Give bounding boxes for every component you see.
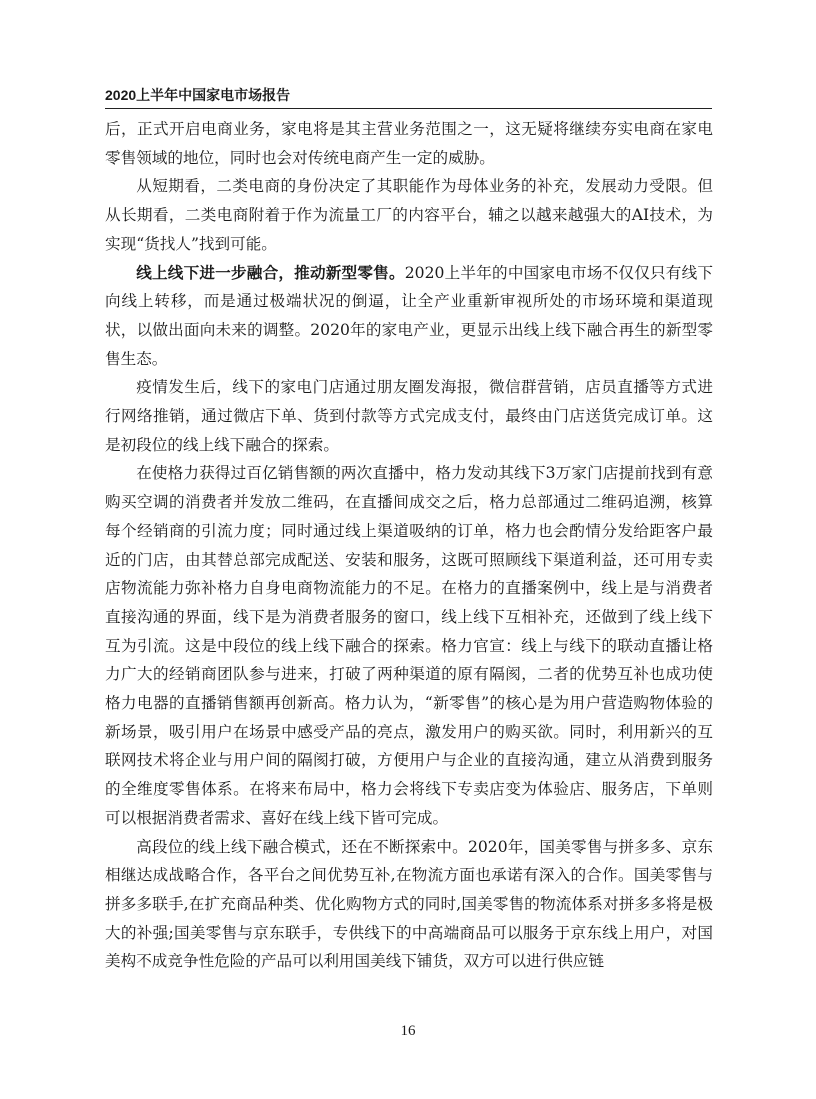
paragraph xyxy=(105,459,713,832)
page-header xyxy=(105,84,712,109)
paragraph xyxy=(105,172,713,258)
paragraph-text: 疫情发生后，线下的家电门店通过朋友圈发海报，微信群营销，店员直播等方式进行网络推销，通过微店下单、货到付款等方式完成支付，最终由门店送货完成订单。这是初段位的线上线下融合的探索。 xyxy=(105,378,713,454)
paragraph-text: 2020上半年的中国家电市场不仅仅只有线下向线上转移，而是通过极端状况的倒逼，让全产业重新审视所处的市场环境和渠道现状，以做出面向未来的调整。2020年的家电产业，更显示出线上线下融合再生的新型零售生态。 xyxy=(105,263,713,368)
paragraph-text: 在使格力获得过百亿销售额的两次直播中，格力发动其线下3万家门店提前找到有意购买空调的消费者并发放二维码，在直播间成交之后，格力总部通过二维码追溯，核算每个经销商的引流力度；同时通过线上渠道吸纳的订单，格力也会酌情分发给距客户最近的门店，由其替总部完成配送、安装和服务，这既可照顾线下渠道利益，还可用专卖店物流能力弥补格力自身电商物流能力的不足。在格力的直播案例中，线上是与消费者直接沟通的界面，线下是为消费者服务的窗口，线上线下互相补充，还做到了线上线下互为引流。这是中段位的线上线下融合的探索。格力官宣：线上与线下的联动直播让格力广大的经销商团队参与进来，打破了两种渠道的原有隔阂，二者的优势互补也成功使格力电器的直播销售额再创新高。格力认为，“新零售”的核心是为用户营造购物体验的新场景，吸引用户在场景中感受产品的亮点，激发用户的购买欲。同时，利用新兴的互联网技术将企业与用户间的隔阂打破，方便用户与企业的直接沟通，建立从消费到服务的全维度零售体系。在将来布局中，格力会将线下专卖店变为体验店、服务店，下单则可以根据消费者需求、喜好在线上线下皆可完成。 xyxy=(105,464,713,827)
paragraph xyxy=(105,259,713,374)
report-title: 2020上半年中国家电市场报告 xyxy=(105,87,291,103)
paragraph-text: 高段位的线上线下融合模式，还在不断探索中。2020年，国美零售与拼多多、京东相继达成战略合作，各平台之间优势互补,在物流方面也承诺有深入的合作。国美零售与拼多多联手,在扩充商品种类、优化购物方式的同时,国美零售的物流体系对拼多多将是极大的补强;国美零售与京东联手，专供线下的中高端商品可以服务于京东线上用户，对国美构不成竞争性危险的产品可以利用国美线下铺货，双方可以进行供应链 xyxy=(105,837,713,971)
paragraph-lead-heading: 线上线下进一步融合，推动新型零售。 xyxy=(136,263,405,282)
paragraph-text: 从短期看，二类电商的身份决定了其职能作为母体业务的补充，发展动力受限。但从长期看，二类电商附着于作为流量工厂的内容平台，辅之以越来越强大的AI技术，为实现“货找人”找到可能。 xyxy=(105,177,713,253)
paragraph xyxy=(105,833,713,977)
paragraph xyxy=(105,115,713,172)
body-text xyxy=(105,115,713,976)
paragraph-text: 后，正式开启电商业务，家电将是其主营业务范围之一，这无疑将继续夯实电商在家电零售领域的地位，同时也会对传统电商产生一定的威胁。 xyxy=(105,120,713,167)
paragraph xyxy=(105,373,713,459)
page-number: 16 xyxy=(400,1023,416,1039)
